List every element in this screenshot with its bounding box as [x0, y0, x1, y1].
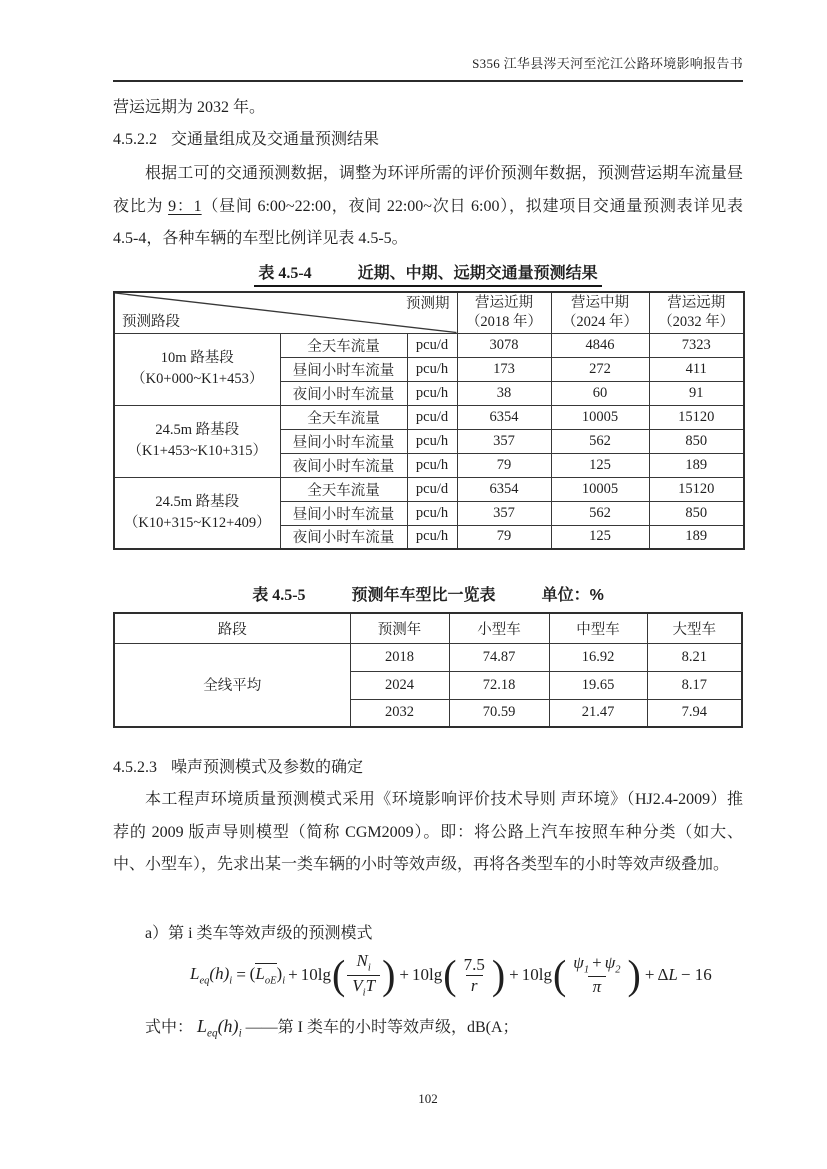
value-cell: 10005 — [551, 405, 649, 429]
close-paren: ) — [627, 951, 641, 998]
header-rule — [113, 80, 743, 82]
where-description: ——第 I 类车的小时等效声级，dB(A； — [245, 1019, 519, 1036]
col-header-line: （2018 年） — [465, 313, 543, 330]
table-row — [114, 643, 742, 671]
table2-col-header: 路段 — [114, 613, 350, 643]
value-cell: 72.18 — [449, 671, 549, 699]
unit-cell: pcu/h — [407, 429, 457, 453]
value-cell: 3078 — [457, 333, 551, 357]
segment-name: 24.5m 路基段 — [155, 422, 240, 438]
delta-l-term: ΔL — [657, 965, 678, 984]
table1-corner-cell — [114, 292, 457, 333]
table1-caption — [113, 260, 743, 287]
table1-label: 表 4.5-4 — [258, 265, 312, 282]
page-number: 102 — [418, 1091, 438, 1106]
segment-range: （K10+315~K12+409） — [123, 514, 271, 531]
value-cell: 6354 — [457, 477, 551, 501]
value-cell: 189 — [649, 525, 744, 549]
value-cell: 357 — [457, 429, 551, 453]
value-cell: 173 — [457, 357, 551, 381]
unit-cell: pcu/h — [407, 357, 457, 381]
plus-sign: + — [399, 965, 409, 984]
section-heading-4522 — [113, 126, 743, 149]
value-cell: 7323 — [649, 333, 744, 357]
fraction-distance: $\frac{7.5}{r}$ — [463, 954, 485, 995]
value-cell: 79 — [457, 525, 551, 549]
table2-caption-inner — [248, 582, 608, 607]
value-cell: 8.21 — [647, 643, 742, 671]
segment-range: （K1+453~K10+315） — [127, 443, 267, 459]
col-header-line: （2024 年） — [561, 313, 639, 330]
value-cell: 8.17 — [647, 671, 742, 699]
value-cell: 38 — [457, 381, 551, 405]
value-cell: 16.92 — [549, 643, 647, 671]
table1-col-header — [551, 292, 649, 333]
metric-cell: 昼间小时车流量 — [280, 429, 407, 453]
segment-name: 10m 路基段 — [160, 350, 234, 366]
metric-cell: 全天车流量 — [280, 405, 407, 429]
where-prefix: 式中： — [145, 1019, 194, 1036]
table2-col-header: 小型车 — [449, 613, 549, 643]
segment-cell — [114, 405, 280, 477]
year-cell: 2018 — [350, 643, 449, 671]
value-cell: 189 — [649, 453, 744, 477]
value-cell: 74.87 — [449, 643, 549, 671]
table2-header-row — [114, 613, 742, 643]
table-row — [114, 405, 744, 429]
value-cell: 21.47 — [549, 699, 647, 727]
table1-col-header — [457, 292, 551, 333]
value-cell: 411 — [649, 357, 744, 381]
corner-label-segment: 预测路段 — [122, 313, 180, 330]
fraction-angle: $\frac{\psi_1 + \psi_2}{\pi}$ — [573, 952, 621, 997]
vehicle-type-ratio-table — [113, 612, 743, 728]
section-number: 4.5.2.2 — [113, 131, 157, 148]
coefficient-10lg: 10lg — [521, 965, 552, 984]
value-cell: 6354 — [457, 405, 551, 429]
intro-line: 营运远期为 2032 年。 — [113, 99, 266, 116]
value-cell: 70.59 — [449, 699, 549, 727]
segment-cell — [114, 333, 280, 405]
value-cell: 125 — [551, 525, 649, 549]
traffic-forecast-table — [113, 291, 745, 550]
table2-col-header: 预测年 — [350, 613, 449, 643]
close-paren: ) — [382, 951, 396, 998]
col-header-line: （2032 年） — [658, 313, 735, 330]
table2-label: 表 4.5-5 — [252, 587, 306, 604]
noise-prediction-formula — [190, 944, 715, 1006]
coefficient-10lg: 10lg — [300, 965, 331, 984]
value-cell: 272 — [551, 357, 649, 381]
formula-term-loe: $(L_{oE})_i$ — [249, 964, 286, 987]
col-header-line: 营运近期 — [475, 294, 533, 311]
table-row — [114, 333, 744, 357]
year-cell: 2024 — [350, 671, 449, 699]
col-header-line: 营运中期 — [571, 294, 629, 311]
page-header-title: S356 江华县涔天河至沱江公路环境影响报告书 — [472, 56, 743, 71]
equals-sign: = — [235, 965, 247, 984]
value-cell: 10005 — [551, 477, 649, 501]
unit-cell: pcu/h — [407, 453, 457, 477]
table1-title: 近期、中期、远期交通量预测结果 — [357, 265, 598, 282]
value-cell: 19.65 — [549, 671, 647, 699]
metric-cell: 夜间小时车流量 — [280, 381, 407, 405]
metric-cell: 昼间小时车流量 — [280, 501, 407, 525]
unit-cell: pcu/h — [407, 381, 457, 405]
section-title: 交通量组成及交通量预测结果 — [171, 131, 380, 148]
paragraph-text: （昼间 6:00~22:00，夜间 22:00~次日 6:00），拟建项目交通量预测表详见表 4.5-4，各种车辆的车型比例详见表 4.5-5。 — [113, 197, 743, 247]
paragraph-traffic-forecast — [113, 158, 743, 256]
unit-cell: pcu/h — [407, 501, 457, 525]
section-number: 4.5.2.3 — [113, 759, 157, 776]
metric-cell: 全天车流量 — [280, 333, 407, 357]
col-header-line: 营运远期 — [667, 294, 726, 311]
value-cell: 7.94 — [647, 699, 742, 727]
section-title: 噪声预测模式及参数的确定 — [171, 759, 364, 776]
value-cell: 562 — [551, 501, 649, 525]
metric-cell: 夜间小时车流量 — [280, 525, 407, 549]
formula-lhs: $L_{eq}(h)_i$ — [190, 963, 233, 987]
segment-name: 24.5m 路基段 — [155, 493, 240, 510]
metric-cell: 夜间小时车流量 — [280, 453, 407, 477]
open-paren: ( — [443, 951, 457, 998]
paragraph-text: 根据工可的交通预测数据，调整为环评所需的评价预测年数据，预测营运期车流量昼夜比为 — [113, 165, 743, 215]
value-cell: 125 — [551, 453, 649, 477]
table-row — [114, 477, 744, 501]
value-cell: 850 — [649, 501, 744, 525]
value-cell: 4846 — [551, 333, 649, 357]
open-paren: ( — [331, 951, 346, 998]
unit-cell: pcu/d — [407, 333, 457, 357]
segment-range: （K0+000~K1+453） — [131, 371, 264, 387]
year-cell: 2032 — [350, 699, 449, 727]
value-cell: 850 — [649, 429, 744, 453]
minus-16-term: − 16 — [680, 965, 712, 984]
section-heading-4523 — [113, 754, 743, 777]
value-cell: 15120 — [649, 405, 744, 429]
table2-unit-label: 单位：% — [541, 587, 604, 604]
table2-title: 预测年车型比一览表 — [351, 587, 496, 604]
table1-header-row — [114, 292, 744, 333]
corner-label-period: 预测期 — [406, 296, 450, 312]
table2-col-header: 大型车 — [647, 613, 742, 643]
paragraph-noise-model: 本工程声环境质量预测模式采用《环境影响评价技术导则 声环境》（HJ2.4-2009）推荐的 2009 版声导则模型（简称 CGM2009）。即：将公路上汽车按照车种分类（如大、中、小型车），先求出某一类车辆的小时等效声级，再将各类型车的小时等效声级叠加。 — [113, 791, 743, 873]
table2-col-header: 中型车 — [549, 613, 647, 643]
value-cell: 60 — [551, 381, 649, 405]
plus-sign: + — [288, 965, 298, 984]
metric-cell: 全天车流量 — [280, 477, 407, 501]
segment-cell: 全线平均 — [114, 643, 350, 727]
value-cell: 15120 — [649, 477, 744, 501]
unit-cell: pcu/h — [407, 525, 457, 549]
open-paren: ( — [552, 951, 567, 998]
unit-cell: pcu/d — [407, 477, 457, 501]
coefficient-10lg: 10lg — [412, 965, 443, 984]
fraction-traffic: $\frac{N_i}{V_iT}$ — [347, 952, 380, 998]
metric-cell: 昼间小时车流量 — [280, 357, 407, 381]
formula-legend-line — [113, 1014, 775, 1040]
value-cell: 357 — [457, 501, 551, 525]
value-cell: 91 — [649, 381, 744, 405]
where-symbol: $L_{eq}(h)_i$ — [197, 1016, 242, 1040]
table1-caption-inner — [254, 260, 601, 287]
value-cell: 562 — [551, 429, 649, 453]
plus-sign: + — [644, 965, 655, 984]
day-night-ratio: 9：1 — [168, 197, 202, 215]
table2-caption — [113, 582, 743, 607]
table1-col-header — [649, 292, 744, 333]
value-cell: 79 — [457, 453, 551, 477]
unit-cell: pcu/d — [407, 405, 457, 429]
close-paren: ) — [491, 951, 506, 998]
segment-cell — [114, 477, 280, 549]
plus-sign: + — [509, 965, 519, 984]
list-item-a: a）第 i 类车等效声级的预测模式 — [145, 925, 373, 942]
